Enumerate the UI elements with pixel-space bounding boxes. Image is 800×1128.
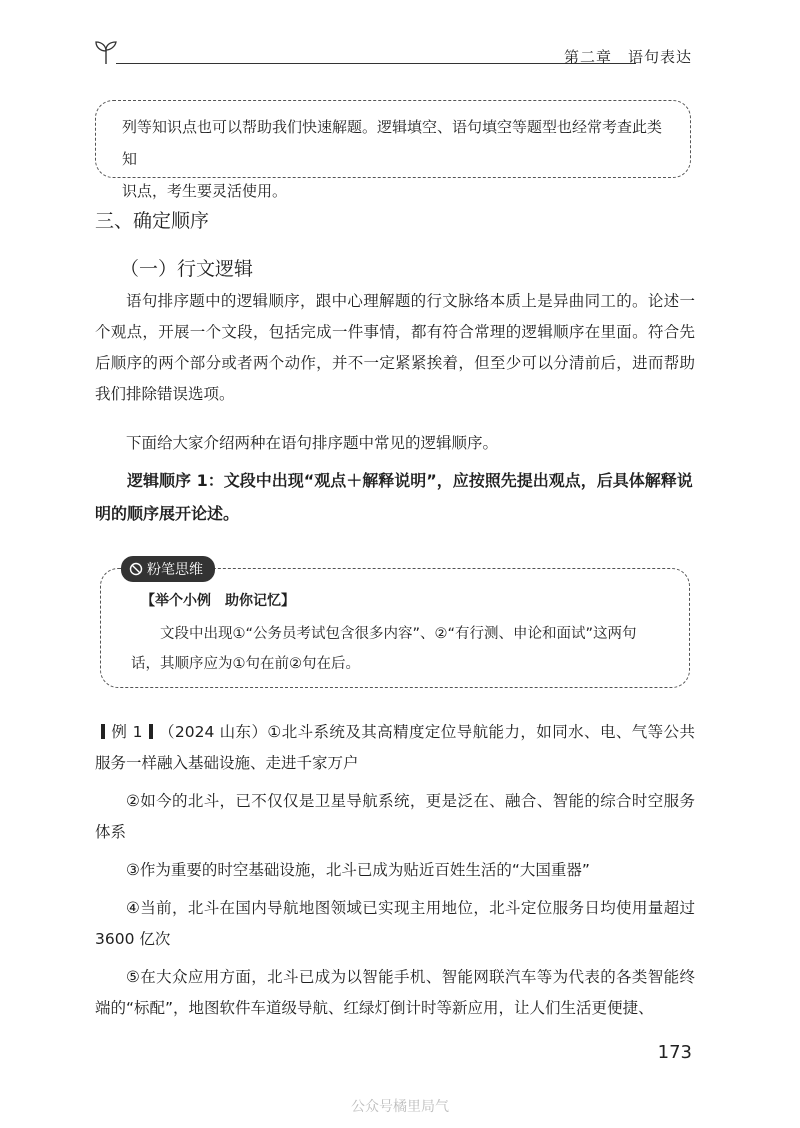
body-paragraph-1 <box>95 286 695 410</box>
example-item-text: ①北斗系统及其高精度定位导航能力，如同水、电、气等公共服务一样融入基础设施、走进千家万户 <box>95 723 696 772</box>
example-bar-left <box>101 724 105 739</box>
tip-heading: 【举个小例 助你记忆】 <box>141 593 295 609</box>
chapter-title: 第二章 语句表达 <box>563 48 692 66</box>
tip-box <box>100 562 690 688</box>
badge-label: 粉笔思维 <box>147 562 203 578</box>
example-bar-right <box>149 724 153 739</box>
body-paragraph-2 <box>95 428 695 459</box>
example-item: ③作为重要的时空基础设施，北斗已成为贴近百姓生活的“大国重器” <box>126 861 590 879</box>
bold-text: 逻辑顺序 1：文段中出现“观点＋解释说明”，应按照先提出观点，后具体解释说明的顺序展开论述。 <box>95 471 693 523</box>
paragraph-text: 语句排序题中的逻辑顺序，跟中心理解题的行文脉络本质上是异曲同工的。论述一个观点，开展一个文段，包括完成一件事情，都有符合常理的逻辑顺序在里面。符合先后顺序的两个部分或者两个动作，并不一定紧紧挨着，但至少可以分清前后，进而帮助我们排除错误选项。 <box>95 292 695 403</box>
ban-icon <box>129 562 143 576</box>
watermark: 公众号橘里局气 <box>351 1099 449 1115</box>
example-item <box>95 717 695 779</box>
section-heading: 三、确定顺序 <box>95 210 210 232</box>
running-header <box>92 36 692 72</box>
example-tag: 例 1 <box>111 723 143 741</box>
paragraph-text: 下面给大家介绍两种在语句排序题中常见的逻辑顺序。 <box>126 434 499 452</box>
header-rule <box>116 63 636 64</box>
continued-note-box <box>95 100 691 200</box>
logic-order-statement <box>95 464 695 530</box>
example-block <box>95 717 695 1031</box>
example-item: ④当前，北斗在国内导航地图领域已实现主用地位，北斗定位服务日均使用量超过 3600 亿次 <box>95 899 695 948</box>
page-number: 173 <box>657 1042 692 1063</box>
sprout-icon <box>92 38 122 66</box>
tip-badge <box>121 556 215 582</box>
note-line-1: 列等知识点也可以帮助我们快速解题。逻辑填空、语句填空等题型也经常考查此类知 <box>122 118 663 168</box>
tip-body: 文段中出现①“公务员考试包含很多内容”、②“有行测、申论和面试”这两句话，其顺序应为①句在前②句在后。 <box>131 626 637 672</box>
note-line-2: 识点，考生要灵活使用。 <box>122 182 288 200</box>
example-source: （2024 山东） <box>158 723 268 741</box>
subsection-heading: （一）行文逻辑 <box>120 258 254 280</box>
example-item: ⑤在大众应用方面，北斗已成为以智能手机、智能网联汽车等为代表的各类智能终端的“标配”，地图软件车道级导航、红绿灯倒计时等新应用，让人们生活更便捷、 <box>95 968 695 1017</box>
example-item: ②如今的北斗，已不仅仅是卫星导航系统，更是泛在、融合、智能的综合时空服务体系 <box>95 792 695 841</box>
